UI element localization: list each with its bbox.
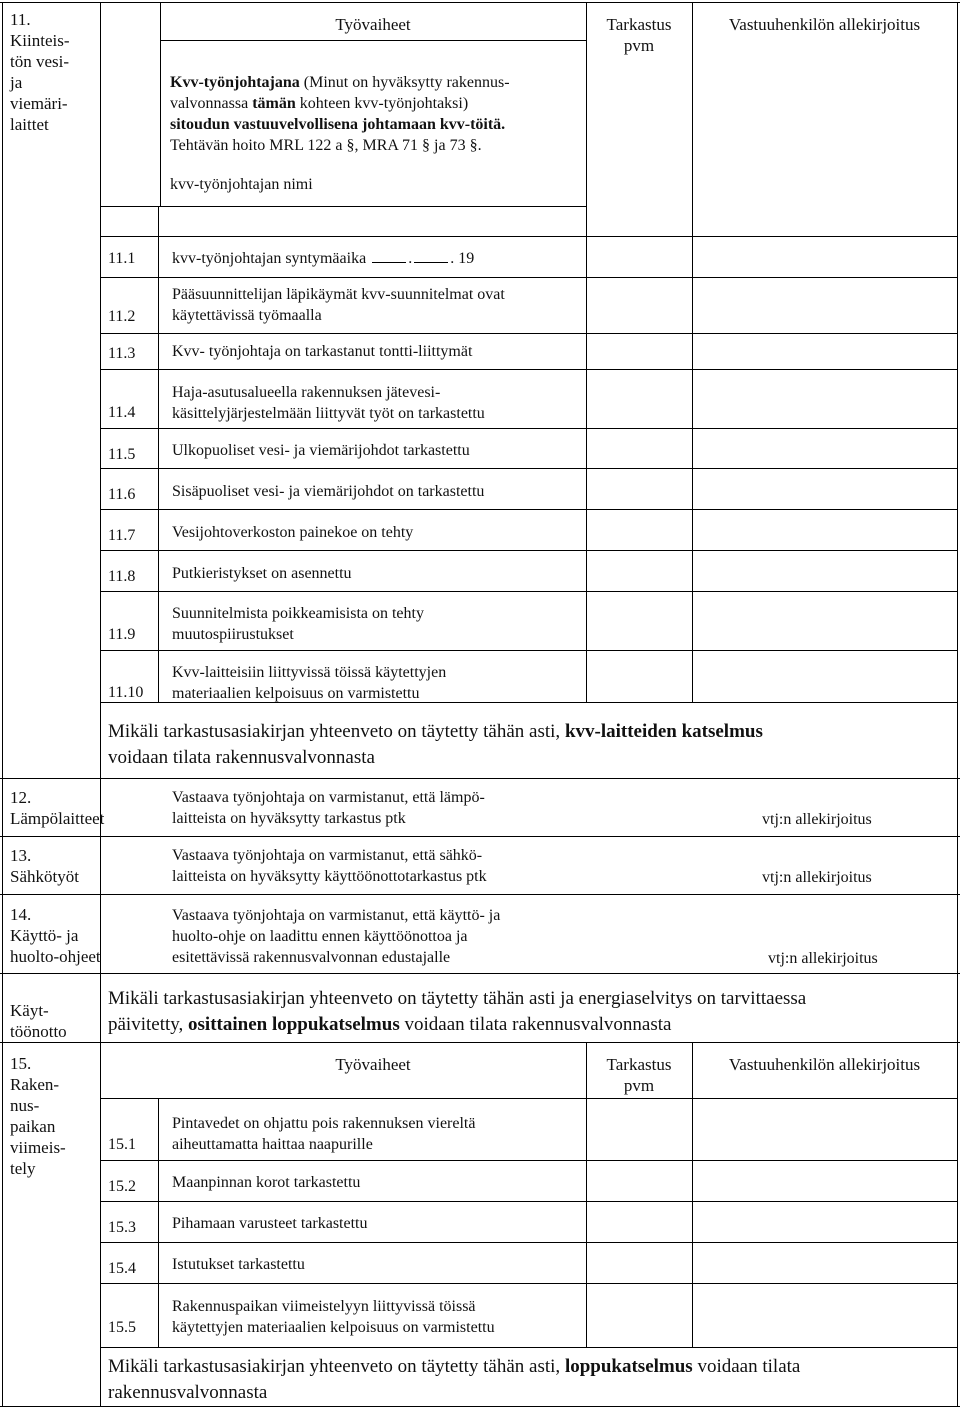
section-15-line: viimeis- — [10, 1138, 66, 1157]
section-11-title — [10, 9, 98, 135]
header-tyovaiheet: Työvaiheet — [335, 15, 411, 34]
row-number: 15.5 — [108, 1319, 136, 1336]
sec13-top — [0, 836, 960, 837]
section-15-line: 15. — [10, 1054, 32, 1073]
row-number: 11.6 — [108, 486, 136, 503]
row-line — [100, 369, 957, 370]
frame-left — [2, 2, 3, 1406]
section-12-num: 12. — [10, 788, 32, 807]
row-line — [100, 428, 957, 429]
kayttoonotto-title — [10, 1000, 67, 1042]
row-text — [172, 603, 424, 645]
vtj-signature-13: vtj:n allekirjoitus — [762, 869, 872, 886]
row-line — [100, 1242, 957, 1243]
row-line — [100, 550, 957, 551]
col-divider-vastuu — [692, 2, 693, 702]
col-divider-vastuu-15 — [692, 1042, 693, 1347]
row-number: 11.7 — [108, 527, 136, 544]
row-line — [100, 1201, 957, 1202]
row-number: 11.1 — [108, 250, 136, 267]
section-14-line: esitettävissä rakennusvalvonnan edustajalle — [172, 949, 451, 966]
sec15-top — [0, 1042, 960, 1043]
section-14-num: 14. — [10, 905, 32, 924]
section-15-line: paikan — [10, 1117, 56, 1136]
row-text — [172, 382, 485, 424]
intro-line-1 — [170, 72, 584, 93]
header-tarkastus-label: Tarkastus — [606, 15, 672, 34]
section-12-line: Vastaava työnjohtaja on varmistanut, että lämpö- — [172, 789, 485, 806]
row-number: 15.2 — [108, 1178, 136, 1195]
header-pvm-label: pvm — [623, 36, 655, 55]
row-text — [172, 1113, 475, 1155]
vtj-signature-14: vtj:n allekirjoitus — [768, 950, 878, 967]
section-column-divider — [100, 2, 101, 1406]
section-14-label: huolto-ohjeet — [10, 947, 101, 966]
row-text: Pihamaan varusteet tarkastettu — [172, 1215, 368, 1232]
kayttoonotto-line: Käyt- — [10, 1001, 49, 1020]
intro-line-4: Tehtävän hoito MRL 122 a §, MRA 71 § ja 73 §. — [170, 137, 482, 154]
row-text-line: aiheuttamatta haittaa naapurille — [172, 1136, 373, 1153]
row-text-line: käytettävissä työmaalla — [172, 307, 322, 324]
note-osittainen-loppukatselmus — [108, 986, 953, 1038]
intro-bottom — [100, 206, 586, 207]
section-14-label: Käyttö- ja — [10, 926, 79, 945]
row-number: 11.3 — [108, 345, 136, 362]
row-number: 11.4 — [108, 404, 136, 421]
header1-bottom — [160, 40, 586, 41]
section-15-line: nus- — [10, 1096, 40, 1115]
intro-line-3 — [170, 114, 584, 135]
section-11-line: 11. — [10, 10, 31, 29]
row-number: 15.1 — [108, 1136, 136, 1153]
row-text-line: Pääsuunnittelijan läpikäymät kvv-suunnitelmat ovat — [172, 286, 505, 303]
note-span: voidaan tilata rakennusvalvonnasta — [399, 1014, 672, 1035]
intro-bold: sitoudun vastuuvelvollisena johtamaan kvv-töitä. — [170, 116, 506, 133]
row-line — [100, 236, 957, 237]
year-prefix: . 19 — [450, 250, 475, 267]
section-11-line: ja — [10, 73, 23, 92]
note-span: Mikäli tarkastusasiakirjan yhteenveto on täytetty tähän asti, — [108, 1356, 565, 1377]
intro-span: (Minut on hyväksytty rakennus- — [299, 74, 510, 91]
row-number: 11.8 — [108, 568, 136, 585]
row-text — [172, 662, 446, 704]
section-11-line: Kiinteis- — [10, 31, 70, 50]
row-number: 11.5 — [108, 446, 136, 463]
row-line — [100, 277, 957, 278]
header-tarkastus-15 — [586, 1054, 692, 1096]
section-13-line: Vastaava työnjohtaja on varmistanut, että sähkö- — [172, 847, 483, 864]
row-text-line: Haja-asutusalueella rakennuksen jätevesi- — [172, 384, 441, 401]
row-number: 15.4 — [108, 1260, 136, 1277]
section-14-line: Vastaava työnjohtaja on varmistanut, että käyttö- ja — [172, 907, 501, 924]
note-span: voidaan tilata — [692, 1356, 801, 1377]
row-text-line: materiaalien kelpoisuus on varmistettu — [172, 685, 420, 702]
row-number: 11.10 — [108, 684, 144, 701]
row-number: 11.9 — [108, 626, 136, 643]
row-text: Sisäpuoliset vesi- ja viemärijohdot on tarkastettu — [172, 483, 485, 500]
kayt-top — [0, 973, 960, 974]
intro-text — [170, 72, 584, 156]
intro-bold: tämän — [252, 95, 296, 112]
row-text: Putkieristykset on asennettu — [172, 565, 352, 582]
header-tyovaiheet-15: Työvaiheet — [335, 1055, 411, 1074]
kayttoonotto-line: töönotto — [10, 1022, 67, 1041]
section-15-line: Raken- — [10, 1075, 60, 1094]
kvv-name-label: kvv-työnjohtajan nimi — [170, 176, 313, 193]
section-12-label: Lämpölaitteet — [10, 809, 105, 828]
frame-right — [957, 2, 958, 1406]
row-text-line: muutospiirustukset — [172, 626, 294, 643]
section-12-line: laitteista on hyväksytty tarkastus ptk — [172, 810, 406, 827]
note-bold: osittainen loppukatselmus — [188, 1014, 400, 1035]
birthdate-label: kvv-työnjohtajan syntymäaika — [172, 250, 367, 267]
num-col-divider-15 — [158, 1098, 159, 1347]
header-vastuuhenkilo: Vastuuhenkilön allekirjoitus — [728, 15, 921, 34]
row-line — [100, 1098, 957, 1099]
row-line — [100, 1160, 957, 1161]
note-kvv-katselmus — [108, 719, 953, 771]
intro-span: kohteen kvv-työnjohtaksi) — [295, 95, 469, 112]
row-text — [172, 1296, 495, 1338]
num-col-divider — [158, 206, 159, 702]
row-text-line: käytettyjen materiaalien kelpoisuus on varmistettu — [172, 1319, 495, 1336]
note-bold: loppukatselmus — [564, 1356, 693, 1377]
vtj-signature-12: vtj:n allekirjoitus — [762, 811, 872, 828]
row-line — [100, 1283, 957, 1284]
row-text-line: Pintavedet on ohjattu pois rakennuksen viereltä — [172, 1115, 476, 1132]
note-loppukatselmus — [108, 1354, 953, 1406]
row-line — [100, 650, 957, 651]
row-text-line: Kvv-laitteisiin liittyvissä töissä käytettyjen — [172, 664, 447, 681]
note-bold: kvv-laitteiden katselmus — [564, 721, 763, 742]
row-text-line: käsittelyjärjestelmään liittyvät työt on tarkastettu — [172, 405, 485, 422]
birthdate-field[interactable]: kvv-työnjohtajan syntymäaika . . 19 — [172, 250, 475, 267]
note-line — [108, 1012, 953, 1038]
note-line — [108, 1354, 953, 1380]
section-14-line: huolto-ohje on laadittu ennen käyttöönottoa ja — [172, 928, 468, 945]
row-text-line: Rakennuspaikan viimeistelyyn liittyvissä töissä — [172, 1298, 476, 1315]
sec12-top — [0, 778, 960, 779]
section-11-line: tön vesi- — [10, 52, 70, 71]
section-13-text — [172, 845, 487, 887]
intro-span: valvonnassa — [170, 95, 253, 112]
section-11-line: laittet — [10, 115, 49, 134]
note-line: voidaan tilata rakennusvalvonnasta — [108, 747, 375, 768]
note-line — [108, 719, 953, 745]
header-vastuuhenkilo-15: Vastuuhenkilön allekirjoitus — [728, 1055, 921, 1074]
section-15-line: tely — [10, 1159, 36, 1178]
note-line: rakennusvalvonnasta — [108, 1382, 268, 1403]
section-13-title — [10, 845, 79, 887]
note-span: päivitetty, — [108, 1014, 189, 1035]
section-13-label: Sähkötyöt — [10, 867, 79, 886]
row-text: Vesijohtoverkoston painekoe on tehty — [172, 524, 414, 541]
section-14-title — [10, 904, 101, 967]
section-14-text — [172, 905, 500, 968]
row-text: Maanpinnan korot tarkastettu — [172, 1174, 361, 1191]
month-blank[interactable] — [414, 261, 448, 263]
sec14-top — [0, 894, 960, 895]
row-text-line: Suunnitelmista poikkeamisista on tehty — [172, 605, 424, 622]
row-line — [100, 509, 957, 510]
row-line — [100, 468, 957, 469]
intro-bold: Kvv-työnjohtajana — [170, 74, 300, 91]
section-11-line: viemäri- — [10, 94, 68, 113]
section-12-title — [10, 787, 104, 829]
section-15-title — [10, 1053, 98, 1179]
day-blank[interactable] — [372, 261, 406, 263]
row-line — [100, 591, 957, 592]
header-tarkastus — [586, 14, 692, 56]
header-tarkastus-label: Tarkastus — [606, 1055, 672, 1074]
header-pvm-label: pvm — [623, 1076, 655, 1095]
col-divider-tarkastus — [586, 2, 587, 702]
row-text — [172, 284, 505, 326]
section-13-num: 13. — [10, 846, 32, 865]
row-line — [100, 1347, 957, 1348]
row-text: Kvv- työnjohtaja on tarkastanut tontti-liittymät — [172, 343, 473, 360]
row-line — [100, 333, 957, 334]
note-line: Mikäli tarkastusasiakirjan yhteenveto on täytetty tähän asti ja energiaselvitys on tarvittaessa — [108, 988, 807, 1009]
row-text: Istutukset tarkastettu — [172, 1256, 305, 1273]
intro-line-2 — [170, 93, 584, 114]
section-12-text — [172, 787, 485, 829]
frame-top — [0, 2, 960, 3]
row-number: 15.3 — [108, 1219, 136, 1236]
row-text: Ulkopuoliset vesi- ja viemärijohdot tarkastettu — [172, 442, 470, 459]
frame-bottom — [0, 1406, 960, 1407]
row-number: 11.2 — [108, 308, 136, 325]
note-span: Mikäli tarkastusasiakirjan yhteenveto on täytetty tähän asti, — [108, 721, 565, 742]
section-13-line: laitteista on hyväksytty käyttöönottotarkastus ptk — [172, 868, 487, 885]
